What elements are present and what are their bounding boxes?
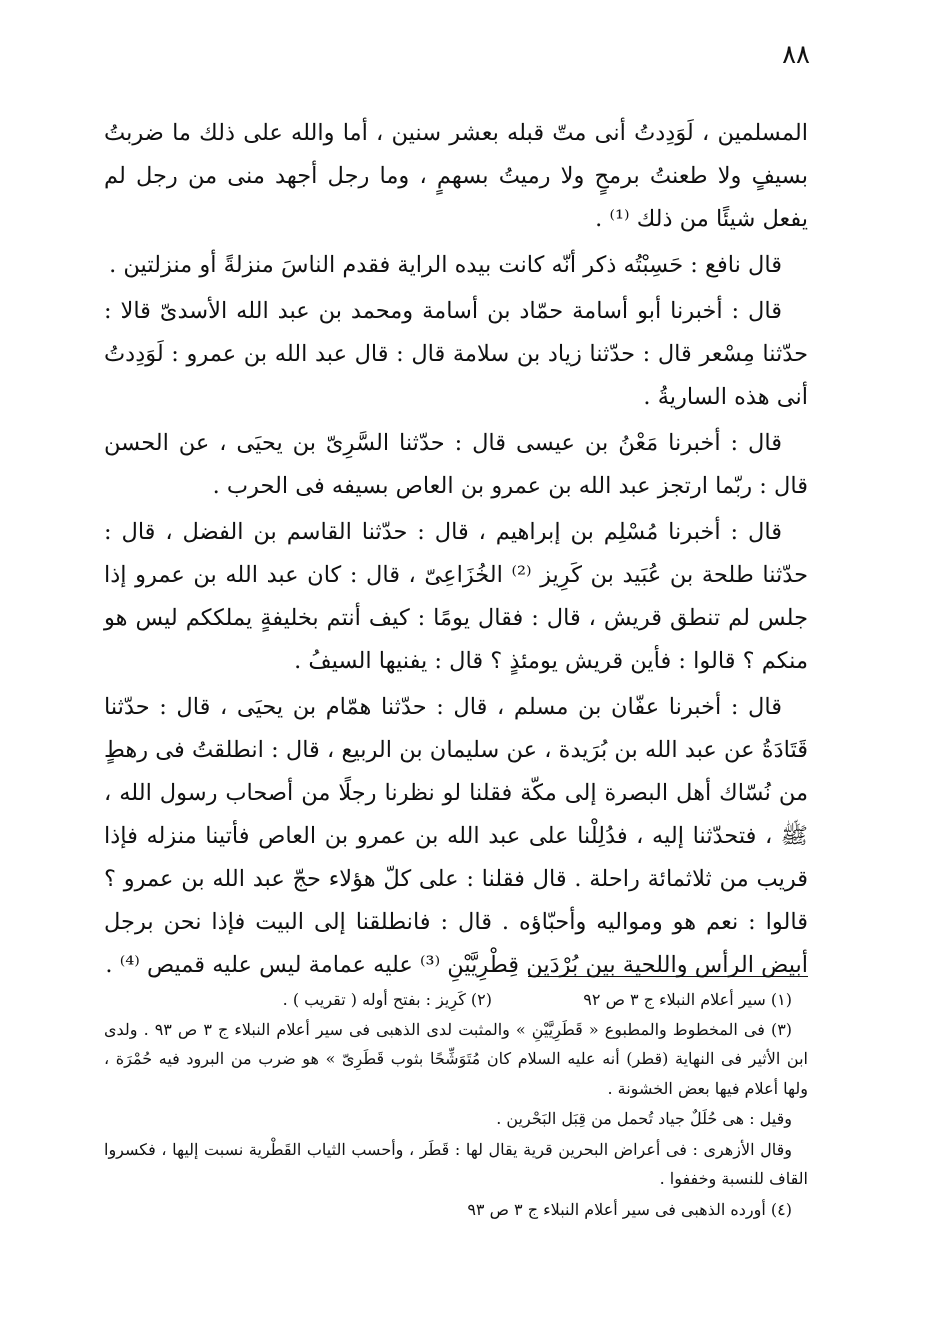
footnote-3-continued: وقيل : هى حُلَلٌ جياد تُحمل من قِبَل البَحْرين .	[496, 1109, 792, 1128]
footnote-3-continued: وقال الأزهرى : فى أعراض البحرين قرية يقال لها : قَطَر ، وأحسب الثياب القَطْرية نسبت إليها ، فكسروا القاف للنسبة وخففوا .	[104, 1139, 808, 1188]
paragraph: قال نافع : حَسِبْتُه ذكر أنّه كانت بيده الراية فقدم الناسَ منزلةً أو منزلتين .	[109, 252, 782, 278]
paragraph: قال : أخبرنا مَعْنُ بن عيسى قال : حدّثنا السَّرِىّ بن يحيَى ، عن الحسن قال : ربّما ارتجز عبد الله بن عمرو بن العاص بسيفه فى الحرب .	[104, 430, 808, 499]
footnote-4: (٤) أورده الذهبى فى سير أعلام النبلاء ج ٣ ص ٩٣	[467, 1199, 792, 1219]
footnote-2: (٢) كَرِيز : بفتح أوله ( تقريب ) .	[282, 990, 492, 1009]
paragraph: قال : أخبرنا عفّان بن مسلم ، قال : حدّثنا همّام بن يحيَى ، قال : حدّثنا قَتَادَةُ عن عبد الله بن بُرَيدة ، عن سليمان بن الربيع ، قال : انطلقتُ فى رهطٍ من نُسّاك أهل البصرة إلى مكّة فقلنا لو نظرنا رجلًا من أصحاب رسول الله ، ﷺ ، فتحدّثنا إليه ، فدُلِلْنا على عبد الله بن عمرو بن العاص فأتينا منزله فإذا قريب من ثلاثمائة راحلة . قال فقلنا : على كلّ هؤلاء حجّ عبد الله بن عمرو ؟ قالوا : نعم هو ومواليه وأحبّاؤه . قال : فانطلقنا إلى البيت فإذا نحن برجل أبيض الرأس واللحية بين بُرْدَين قِطْرِيَّيْنِ ⁽³⁾ عليه عمامة ليس عليه قميص ⁽⁴⁾ .	[104, 694, 808, 978]
footnote-row	[104, 985, 808, 1015]
footnote-3: (٣) فى المخطوط والمطبوع « قَطَرِيَّيْنِ » والمثبت لدى الذهبى فى سير أعلام النبلاء ج ٣ ص ٩٣ . ولدى ابن الأثير فى النهاية (قطر) أنه عليه السلام كان مُتَوَشِّحًا بثوب قَطَرِىّ » هو ضرب من البرود فيه حُمْرَة ، ولها أعلام فيها بعض الخشونة .	[104, 1019, 808, 1098]
paragraph: قال : أخبرنا أبو أسامة حمّاد بن أسامة ومحمد بن عبد الله الأسدىّ قالا : حدّثنا مِسْعر قال : حدّثنا زياد بن سلامة قال : قال عبد الله بن عمرو : لَوَدِدتُ أنى هذه الساريةُ .	[104, 298, 808, 410]
page-number: ٨٨	[782, 40, 810, 70]
footnote-divider	[528, 976, 808, 977]
main-text	[104, 112, 808, 990]
paragraph: قال : أخبرنا مُسْلِم بن إبراهيم ، قال : حدّثنا القاسم بن الفضل ، قال : حدّثنا طلحة بن عُبَيد بن كَرِيز ⁽²⁾ الخُزَاعِىّ ، قال : كان عبد الله بن عمرو إذا جلس لم تنطق قريش ، قال : فقال يومًا : كيف أنتم بخليفةٍ يملككم ليس هو منكم ؟ قالوا : فأين قريش يومئذٍ ؟ قال : يفنيها السيفُ .	[104, 519, 808, 674]
footnotes	[104, 985, 808, 1225]
paragraph: المسلمين ، لَوَدِدتُ أنى متّ قبله بعشر سنين ، أما والله على ذلك ما ضربتُ بسيفٍ ولا طعنتُ برمحٍ ولا رميتُ بسهمٍ ، وما رجل أجهد منى من رجل لم يفعل شيئًا من ذلك ⁽¹⁾ .	[104, 120, 808, 232]
footnote-1: (١) سير أعلام النبلاء ج ٣ ص ٩٢	[583, 990, 792, 1009]
